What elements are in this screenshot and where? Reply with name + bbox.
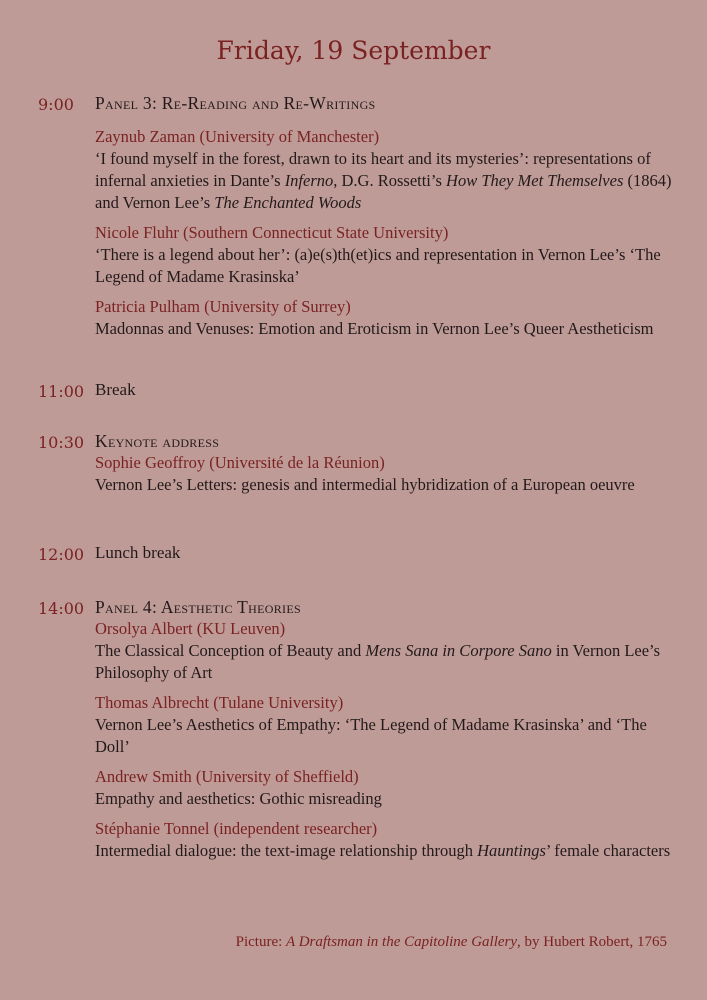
- session-keynote: [95, 430, 675, 496]
- picture-caption: Picture: A Draftsman in the Capitoline Gallery, by Hubert Robert, 1765: [235, 934, 667, 950]
- session-panel-3: [95, 92, 675, 340]
- session-time: 14:00: [38, 599, 85, 618]
- talk-title: ‘I found myself in the forest, drawn to its heart and its mysteries’: representations of infernal anxieties in Dante’s Inferno, D.G. Rossetti’s How They Met Themselves (1864) and Vernon Lee’s The Enchanted Woods: [95, 149, 672, 212]
- talk-title: Vernon Lee’s Letters: genesis and intermedial hybridization of a European oeuvre: [95, 475, 635, 494]
- speaker-name: Zaynub Zaman (University of Manchester): [95, 127, 380, 146]
- speaker-name: Thomas Albrecht (Tulane University): [95, 693, 344, 712]
- speaker-name: Stéphanie Tonnel (independent researcher): [95, 819, 378, 838]
- talk-title: Madonnas and Venuses: Emotion and Eroticism in Vernon Lee’s Queer Aestheticism: [95, 319, 654, 338]
- speaker-name: Patricia Pulham (University of Surrey): [95, 297, 351, 316]
- lunch-label: Lunch break: [95, 543, 181, 562]
- talk-title: Vernon Lee’s Aesthetics of Empathy: ‘The Legend of Madame Krasinska’ and ‘The Doll’: [95, 715, 647, 756]
- talk-title: ‘There is a legend about her’: (a)e(s)th(et)ics and representation in Vernon Lee’s ‘The Legend of Madame Krasinska’: [95, 245, 661, 286]
- session-time: 12:00: [38, 545, 85, 564]
- session-time: 9:00: [38, 95, 74, 114]
- session-time: 10:30: [38, 433, 85, 452]
- page-title: Friday, 19 September: [216, 36, 491, 65]
- session-heading: Panel 4: Aesthetic Theories: [95, 597, 301, 617]
- break-label: Break: [95, 380, 136, 399]
- session-heading: Panel 3: Re-Reading and Re-Writings: [95, 93, 376, 113]
- speaker-name: Orsolya Albert (KU Leuven): [95, 619, 286, 638]
- session-panel-4: [95, 596, 675, 862]
- speaker-name: Andrew Smith (University of Sheffield): [95, 767, 359, 786]
- session-time: 11:00: [38, 382, 85, 401]
- talk-title: Empathy and aesthetics: Gothic misreading: [95, 789, 382, 808]
- session-heading: Keynote address: [95, 431, 220, 451]
- talk-title: The Classical Conception of Beauty and Mens Sana in Corpore Sano in Vernon Lee’s Philosophy of Art: [95, 641, 661, 682]
- speaker-name: Nicole Fluhr (Southern Connecticut State University): [95, 223, 449, 242]
- speaker-name: Sophie Geoffroy (Université de la Réunion): [95, 453, 385, 472]
- talk-title: Intermedial dialogue: the text-image relationship through Hauntings’ female characters: [95, 841, 671, 860]
